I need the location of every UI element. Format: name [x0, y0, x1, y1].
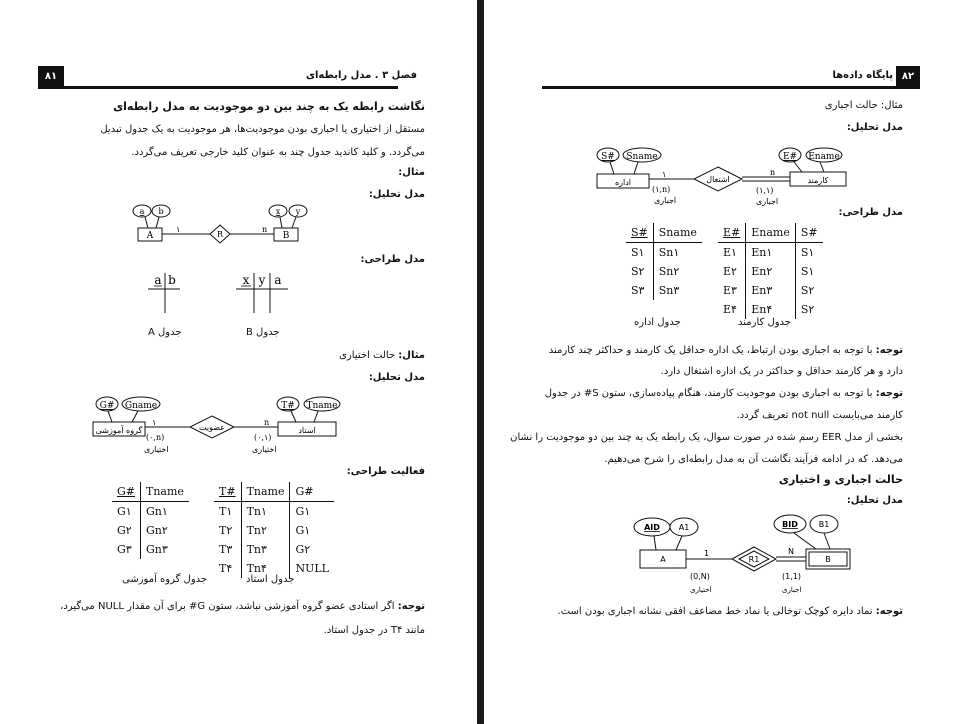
- relation-membership-label: عضویت: [199, 423, 225, 432]
- table-cell: G۲: [117, 524, 132, 537]
- part-right: (۰,۱): [254, 433, 272, 442]
- table-row: [214, 540, 334, 559]
- card-left: ۱: [152, 418, 157, 427]
- relation-r1-label: R1: [748, 555, 760, 564]
- table-cell: T۴: [219, 562, 233, 575]
- table-cell: En۳: [746, 281, 796, 300]
- card-a: 1: [704, 549, 710, 558]
- table-row: [112, 521, 189, 540]
- note-line-2: مانند T۴ در جدول استاد.: [323, 625, 425, 636]
- card-right: n: [264, 418, 270, 427]
- attr-tname-label: Tname: [306, 401, 338, 411]
- relation-r-label: R: [216, 230, 224, 239]
- table-group-header: Tname: [141, 482, 189, 502]
- table-cell: G۱: [290, 521, 334, 540]
- table-cell: Gn۱: [141, 502, 189, 522]
- table-cell: S۱: [631, 246, 645, 259]
- table-cell: E۲: [723, 265, 737, 278]
- opt-a: اختیاری: [690, 586, 712, 594]
- part-b: (1,1): [782, 572, 801, 581]
- table-employee-header: Ename: [746, 223, 796, 243]
- left-page: [0, 0, 478, 724]
- table-cell: S۱: [795, 243, 822, 263]
- attr-sname-label: Sname: [626, 152, 658, 162]
- note2-line-2: کارمند می‌بایست not null تعریف گردد.: [736, 410, 903, 421]
- table-cell: NULL: [290, 559, 334, 578]
- opt-right: اجباری: [756, 197, 779, 206]
- table-teacher-header: G#: [290, 482, 334, 502]
- opt-b: اجباری: [782, 586, 802, 594]
- entity-a-label: A: [146, 231, 154, 241]
- header-rule: [542, 86, 920, 89]
- entity-b-label: B: [282, 231, 290, 241]
- table-teacher-caption: جدول استاد: [246, 574, 295, 585]
- entity-group-label: گروه آموزشی: [95, 426, 143, 435]
- table-cell: En۴: [746, 300, 796, 319]
- table-b-caption: جدول B: [246, 327, 280, 338]
- note2-line-1: توجه: با توجه به اجباری بودن موجودیت کارمند، هنگام پیاده‌سازی، ستون S# در جدول: [544, 388, 903, 399]
- analysis2-label: مدل تحلیل:: [846, 495, 903, 506]
- table-cell: En۲: [746, 262, 796, 281]
- table-row: [626, 281, 702, 300]
- design-label: مدل طراحی:: [360, 254, 425, 265]
- er-diagram-group-teacher: [88, 394, 378, 456]
- attr-a-label: a: [139, 207, 145, 216]
- section-heading: حالت اجباری و اختیاری: [778, 473, 903, 486]
- opt-right: اختیاری: [252, 445, 277, 454]
- col-b: b: [168, 273, 176, 287]
- page-number: ۸۲: [896, 66, 920, 87]
- attr-x-label: x: [275, 207, 281, 216]
- part-left: (۱,n): [652, 185, 671, 194]
- table-row: [626, 243, 702, 263]
- example-label: مثال:: [398, 167, 425, 178]
- table-cell: Tn۴: [241, 559, 290, 578]
- para-line-2: می‌دهد. که در ادامه فرآیند نگاشت آن به مدل رابطه‌ای را شرح می‌دهیم.: [604, 454, 903, 465]
- table-row: [718, 262, 823, 281]
- table-teacher: [214, 482, 334, 578]
- opt-left: اجباری: [654, 196, 677, 205]
- table-cell: T۱: [219, 505, 233, 518]
- er-diagram-eer: [632, 512, 852, 600]
- attr-b-label: b: [158, 207, 164, 216]
- table-cell: Gn۳: [141, 540, 189, 559]
- table-cell: Tn۲: [241, 521, 290, 540]
- table-cell: Sn۳: [653, 281, 702, 300]
- part-left: (۰,n): [146, 433, 165, 442]
- entity-b-label: B: [825, 555, 831, 564]
- col-y: y: [258, 273, 266, 287]
- card-a: ۱: [176, 225, 181, 234]
- er-diagram-office-employee: [594, 145, 874, 207]
- attr-aid-label: AID: [644, 523, 660, 532]
- running-title: پایگاه داده‌ها: [832, 70, 893, 81]
- table-cell: S۲: [795, 300, 822, 319]
- table-cell: G۲: [290, 540, 334, 559]
- table-office-header: Sname: [653, 223, 702, 243]
- table-cell: T۲: [219, 524, 233, 537]
- analysis2-label: مدل تحلیل:: [368, 372, 425, 383]
- table-group-caption: جدول گروه آموزشی: [122, 574, 208, 585]
- example-line: مثال: حالت اجباری: [824, 100, 903, 111]
- para-line-1: بخشی از مدل EER رسم شده در صورت سوال، یک رابطه یک به چند بین دو موجودیت را نشان: [510, 432, 903, 443]
- entity-employee-label: کارمند: [807, 176, 829, 185]
- note3-line: توجه: نماد دایره کوچک توخالی یا نماد خط مضاعف افقی نشانه اجباری بودن است.: [557, 606, 903, 617]
- table-row: [112, 540, 189, 559]
- card-b: N: [788, 547, 794, 556]
- running-title: فصل ۳ . مدل رابطه‌ای: [305, 70, 417, 81]
- part-right: (۱,۱): [756, 186, 774, 195]
- design2-label: فعالیت طراحی:: [346, 466, 425, 477]
- table-cell: Sn۱: [653, 243, 702, 263]
- card-left: ۱: [662, 170, 667, 179]
- table-cell: G۳: [117, 543, 132, 556]
- analysis-label: مدل تحلیل:: [368, 189, 425, 200]
- attr-g-id-label: G#: [99, 401, 115, 411]
- design-sketch: [140, 268, 300, 318]
- part-a: (0,N): [690, 572, 710, 581]
- table-teacher-header: T#: [214, 482, 241, 502]
- attr-bid-label: BID: [782, 520, 798, 529]
- attr-a1-label: A1: [678, 523, 690, 532]
- analysis-label: مدل تحلیل:: [846, 122, 903, 133]
- table-row: [718, 281, 823, 300]
- table-cell: Sn۲: [653, 262, 702, 281]
- example2-line: مثال: حالت اختیاری: [339, 350, 425, 361]
- table-cell: G۱: [117, 505, 132, 518]
- table-row: [214, 521, 334, 540]
- relation-employment-label: اشتغال: [706, 175, 730, 184]
- table-a-caption: جدول A: [148, 327, 182, 338]
- entity-a-label: A: [660, 555, 666, 564]
- table-cell: Gn۲: [141, 521, 189, 540]
- table-group: [112, 482, 189, 559]
- attr-gname-label: Gname: [124, 401, 158, 411]
- header-rule: [38, 86, 398, 89]
- book-spine: [477, 0, 484, 724]
- table-employee-header: S#: [795, 223, 822, 243]
- table-cell: S۲: [795, 281, 822, 300]
- table-cell: En۱: [746, 243, 796, 263]
- table-row: [112, 502, 189, 522]
- attr-t-id-label: T#: [281, 401, 295, 411]
- table-row: [718, 243, 823, 263]
- table-office-caption: جدول اداره: [634, 317, 681, 328]
- col-x: x: [242, 273, 250, 287]
- col-a: a: [154, 273, 162, 287]
- table-group-header: G#: [112, 482, 141, 502]
- table-cell: E۱: [723, 246, 737, 259]
- table-cell: T۳: [219, 543, 233, 556]
- entity-office-label: اداره: [614, 178, 632, 187]
- table-row: [214, 502, 334, 522]
- note1-line-1: توجه: با توجه به اجباری بودن ارتباط، یک اداره حداقل یک کارمند و حداکثر چند کارمند: [548, 345, 903, 356]
- note1-line-2: دارد و هر کارمند حداقل و حداکثر در یک اداره اشتغال دارد.: [660, 366, 903, 377]
- col-fk-a: a: [274, 273, 282, 287]
- entity-teacher-label: استاد: [298, 426, 316, 435]
- table-employee-caption: جدول کارمند: [738, 317, 791, 328]
- table-office-header: S#: [626, 223, 653, 243]
- table-employee: [718, 223, 823, 319]
- attr-y-label: y: [295, 207, 301, 216]
- table-cell: E۳: [723, 284, 737, 297]
- table-employee-header: E#: [718, 223, 746, 243]
- design-label: مدل طراحی:: [838, 207, 903, 218]
- table-cell: Tn۱: [241, 502, 290, 522]
- card-b: n: [262, 225, 268, 234]
- card-right: n: [770, 168, 776, 177]
- table-cell: S۱: [795, 262, 822, 281]
- right-page: [484, 0, 963, 724]
- er-diagram-ab: [128, 200, 328, 250]
- note-line-1: توجه: اگر استادی عضو گروه آموزشی نباشد، ستون G# برای آن مقدار NULL می‌گیرد،: [60, 601, 425, 612]
- table-row: [626, 262, 702, 281]
- intro-line-2: می‌گردد. و کلید کاندید جدول چند به عنوان کلید خارجی تعریف می‌گردد.: [131, 147, 425, 158]
- table-cell: G۱: [290, 502, 334, 522]
- table-cell: Tn۳: [241, 540, 290, 559]
- table-teacher-header: Tname: [241, 482, 290, 502]
- intro-line-1: مستقل از اختیاری یا اجباری بودن موجودیت‌ها، هر موجودیت به یک جدول تبدیل: [100, 124, 425, 135]
- attr-s-id-label: S#: [601, 152, 615, 162]
- opt-left: اختیاری: [144, 445, 169, 454]
- table-cell: S۳: [631, 284, 645, 297]
- attr-e-id-label: E#: [782, 152, 798, 162]
- table-cell: S۲: [631, 265, 645, 278]
- table-office: [626, 223, 702, 300]
- attr-b1-label: B1: [818, 520, 830, 529]
- page-number: ۸۱: [38, 66, 64, 87]
- section-heading: نگاشت رابطه یک به چند بین دو موجودیت به مدل رابطه‌ای: [113, 100, 425, 113]
- attr-ename-label: Ename: [808, 152, 840, 162]
- table-cell: E۴: [723, 303, 737, 316]
